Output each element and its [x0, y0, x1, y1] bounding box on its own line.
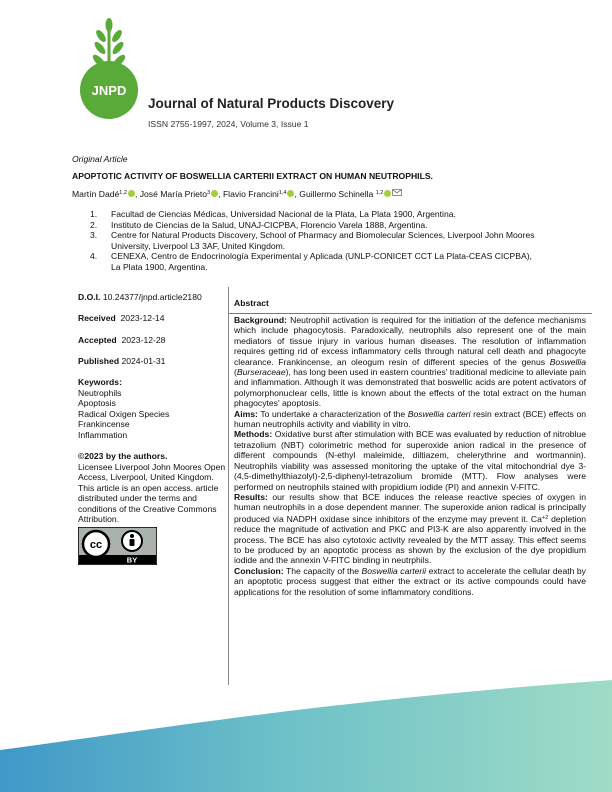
cc-by-license-badge[interactable]: [78, 527, 157, 565]
abstract-aims: [234, 409, 586, 430]
background-text: ), has long been used in eastern countries' traditional medicine to alleviate pain and inflammation. Although it was demonstrated that boswellic acids are potent activators of polymorphonuclear cells, little is known about the effects of the total extract on the human phagocytes' apoptosis.: [234, 367, 586, 409]
affiliation-item: [72, 209, 542, 220]
affiliation-text: Instituto de Ciencias de la Salud, UNAJ-CICPBA, Florencio Varela 1888, Argentina.: [111, 219, 428, 230]
cc-badge-by-text: BY: [126, 555, 138, 565]
aims-text: To undertake a characterization of the: [257, 408, 408, 419]
author-name[interactable]: Martín Dadé: [72, 189, 120, 199]
abstract-rule: [229, 313, 592, 314]
abstract-conclusion: [234, 566, 586, 597]
aims-text: resin extract (BCE) effects on human neutrophils activity and viability in vitro.: [234, 408, 586, 430]
aims-label: Aims:: [234, 408, 258, 419]
doi-value[interactable]: 10.24377/jnpd.article2180: [102, 292, 202, 302]
accepted-row: [78, 335, 228, 346]
article-info-sidebar: [78, 292, 228, 567]
author-name[interactable]: Flavio Francini: [222, 189, 279, 199]
doi-row: [78, 292, 228, 303]
article-type: Original Article: [72, 154, 128, 164]
keyword-item: Apoptosis: [78, 398, 116, 409]
conclusion-label: Conclusion:: [234, 565, 284, 576]
published-date: 2024-01-31: [121, 355, 166, 366]
logo-text: JNPD: [91, 83, 127, 98]
author-affiliation-sup: 1,2: [119, 190, 127, 196]
results-label: Results:: [234, 491, 268, 502]
background-label: Background:: [234, 315, 287, 325]
author-affiliation-sup: 3: [207, 190, 211, 196]
orcid-icon[interactable]: [287, 190, 294, 197]
article-title: APOPTOTIC ACTIVITY OF BOSWELLIA CARTERII EXTRACT ON HUMAN NEUTROPHILS.: [72, 171, 433, 181]
conclusion-text: extract to accelerate the cellular death by an apoptotic process suggest that either the extract or its active compounds could have applications for the resolution of some inflammatory conditions.: [234, 565, 586, 597]
affiliation-text: CENEXA, Centro de Endocrinología Experimental y Aplicada (UNLP-CONICET CCT La Plata-CEAS CICPBA), La Plata 1900, Argentina.: [111, 251, 532, 272]
orcid-icon[interactable]: [384, 190, 391, 197]
abstract-methods: [234, 429, 586, 491]
copyright-label: ©2023 by the authors.: [78, 451, 168, 462]
abstract-body: [234, 315, 586, 597]
email-icon[interactable]: [392, 189, 402, 196]
affiliation-number: 3.: [90, 230, 98, 241]
footer-wave-decoration: [0, 675, 612, 792]
author-affiliation-sup: 1,4: [278, 190, 287, 196]
results-text: depletion reduce the magnitude of activation and PKC and PI3-K are also apparently involved in the process. The BCE has also cytotoxic activity revealed by the MTT assay. This effect seems to be produced by an apoptotic process as shown by the exclusion of the dye propidium iodide and the annexin V-FITC binding in neutrphils.: [234, 513, 586, 566]
keyword-item: Radical Oxigen Species: [78, 408, 170, 419]
methods-label: Methods:: [234, 429, 273, 440]
license-text: This article is an open access. article distributed under the terms and conditions of the Creative Commons Attribution.: [78, 482, 219, 525]
author-affiliation-sup: 1,2: [375, 190, 384, 196]
accepted-label: Accepted: [78, 334, 117, 345]
affiliation-number: 1.: [90, 209, 98, 219]
affiliation-number: 2.: [90, 219, 98, 230]
author-name[interactable]: Guillermo Schinella: [299, 189, 374, 199]
orcid-icon[interactable]: [211, 190, 218, 197]
keywords-label: Keywords:: [78, 377, 122, 388]
published-label: Published: [78, 355, 120, 366]
affiliation-list: [72, 209, 542, 273]
methods-text: Oxidative burst after stimulation with BCE was evaluated by reduction of nitroblue tetrazolium (NBT) colorimetric method for superoxide anion radical in the presence of different compounds (N-ethyl maleimide, diltiazem, chelerythrine and wortmannin). Neutrophils viability was assessed monitoring the uptake of the vital mitochondrial dye 3-(4,5-dimethylthiazolyl)-2,5-diphenyl-tetrazolium bromide (MTT). Flow analyses were performed on neutrophils stained with propidium iodide (PI) and annexin V-FITC.: [234, 429, 586, 492]
issn-line: ISSN 2755-1997, 2024, Volume 3, Issue 1: [148, 119, 309, 129]
affiliation-text: Centre for Natural Products Discovery, School of Pharmacy and Biomolecular Sciences, Liverpool John Moores University, Liverpool L3 3AF, United Kingdom.: [111, 230, 535, 251]
ion-charge: +2: [541, 514, 549, 521]
keyword-item: Inflammation: [78, 429, 128, 440]
family-name: Burseraceae: [236, 367, 286, 378]
abstract-results: [234, 492, 586, 566]
column-divider: [228, 287, 229, 685]
keyword-item: Neutrophils: [78, 387, 122, 398]
published-row: [78, 356, 228, 367]
affiliation-item: [72, 230, 542, 251]
affiliation-item: [72, 251, 542, 272]
doi-label: D.O.I.: [78, 292, 101, 302]
licensee-text: Licensee Liverpool John Moores Open Access, Liverpool, United Kingdom.: [78, 461, 226, 483]
accepted-date: 2023-12-28: [121, 334, 166, 345]
abstract-heading: Abstract: [234, 298, 269, 308]
cc-badge-cc-text: cc: [89, 538, 103, 551]
abstract-background: [234, 315, 586, 409]
species-name: Boswellia carteri: [407, 408, 471, 419]
received-label: Received: [78, 313, 116, 324]
affiliation-number: 4.: [90, 251, 98, 262]
results-text: our results show that BCE induces the release reactive species of oxygen in human neutrophils in a dose dependent manner. The superoxide anion radical is principally produced via NADPH oxidase since inhibitors of the enzyme may prevent it. Ca: [234, 491, 586, 524]
affiliation-text: Facultad de Ciencias Médicas, Universidad Nacional de la Plata, La Plata 1900, Argentina.: [111, 209, 456, 219]
keyword-item: Frankincense: [78, 419, 130, 430]
author-list: Martín Dadé$^{1,2}$ , José María Prieto$^3$ , Flavio Francini$^{1,4}$ , Guillermo Schinella $^{1,2}$: [72, 189, 402, 199]
background-text: (: [234, 367, 237, 378]
journal-title: Journal of Natural Products Discovery: [148, 96, 395, 111]
author-name[interactable]: José María Prieto: [139, 189, 208, 199]
conclusion-text: The capacity of the: [283, 565, 362, 576]
received-row: [78, 313, 228, 324]
orcid-icon[interactable]: [128, 190, 135, 197]
affiliation-item: [72, 220, 542, 231]
copyright-block: [78, 451, 228, 525]
journal-logo: [78, 18, 140, 124]
genus-name: Boswellia: [549, 356, 586, 367]
received-date: 2023-12-14: [120, 313, 165, 324]
background-text: Neutrophil activation is required for the initiation of the defence mechanisms which include phagocytosis. Paradoxically, neutrophils also represent one of the main mediators of tissue injury in various human diseases. The resolution of inflammation requires getting rid of excess inflammatory cells through natural cell death and phagocyte clearance. Frankincense, an oleogum resin of different species of the genus: [234, 315, 586, 367]
species-name: Boswellia carterii: [361, 565, 427, 576]
